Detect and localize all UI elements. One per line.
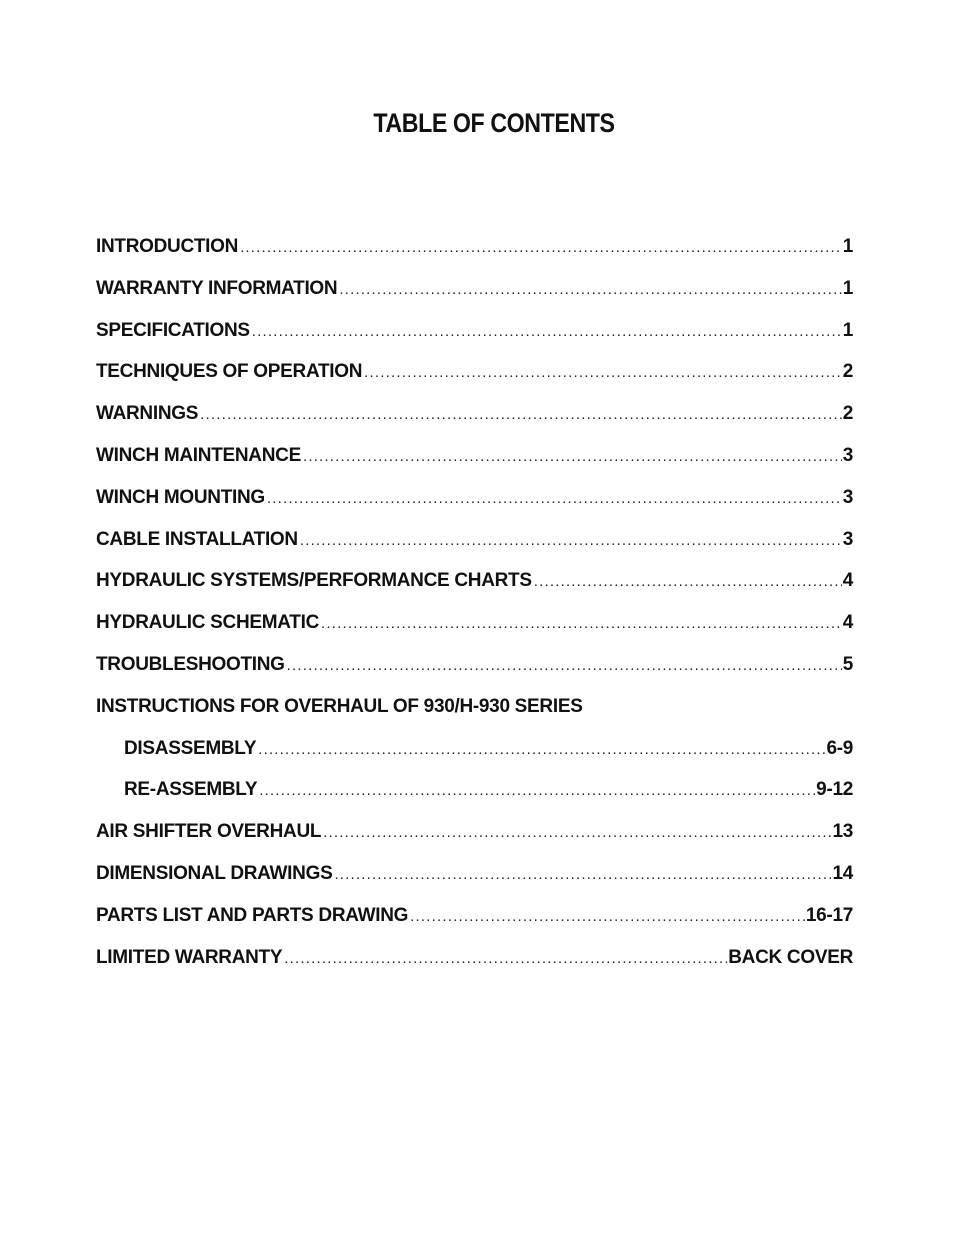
toc-entry-label: SPECIFICATIONS (96, 319, 250, 341)
toc-entry-page: 6-9 (826, 737, 853, 759)
toc-entry-page: 1 (842, 236, 853, 257)
toc-entry-page: BACK COVER (728, 946, 853, 968)
toc-entry (96, 529, 853, 571)
toc-entry-page: 4 (842, 612, 853, 634)
toc-entry (96, 570, 853, 612)
toc-dot-leader (240, 239, 842, 256)
toc-entry-label: DISASSEMBLY (124, 737, 257, 759)
toc-dot-leader (534, 573, 842, 590)
toc-entry-label: AIR SHIFTER OVERHAUL (96, 821, 322, 843)
toc-entry-label: TECHNIQUES OF OPERATION (96, 361, 363, 383)
toc-entry-page: 5 (842, 653, 853, 675)
toc-dot-leader (334, 866, 831, 883)
toc-entry-label: HYDRAULIC SYSTEMS/PERFORMANCE CHARTS (96, 570, 532, 592)
toc-entry (96, 821, 853, 863)
toc-entry-label: CABLE INSTALLATION (96, 528, 298, 550)
toc-entry-page: 16-17 (805, 904, 853, 926)
toc-entry (96, 403, 853, 445)
toc-entry (96, 696, 853, 738)
toc-entry (96, 863, 853, 905)
toc-dot-leader (321, 615, 842, 632)
toc-entry (96, 487, 853, 529)
toc-entry-label: WINCH MOUNTING (96, 486, 265, 508)
toc-entry-label: LIMITED WARRANTY (96, 946, 283, 968)
toc-dot-leader (364, 364, 842, 381)
toc-entry-label: HYDRAULIC SCHEMATIC (96, 612, 319, 634)
toc-dot-leader (252, 323, 842, 340)
toc-entry (96, 236, 853, 278)
toc-entry-page: 4 (842, 570, 853, 592)
toc-entry (96, 278, 853, 320)
toc-dot-leader (258, 741, 825, 758)
toc-entry (96, 905, 853, 947)
toc-dot-leader (410, 908, 805, 925)
toc-dot-leader (287, 657, 842, 674)
toc-dot-leader (303, 448, 842, 465)
toc-entry-page: 3 (842, 486, 853, 508)
toc-dot-leader (323, 824, 831, 841)
toc-entry (96, 320, 853, 362)
toc-entry-label: PARTS LIST AND PARTS DRAWING (96, 904, 409, 926)
toc-entry-label: WARRANTY INFORMATION (96, 277, 338, 299)
toc-entry-label: RE-ASSEMBLY (124, 779, 258, 801)
toc-entry (96, 612, 853, 654)
toc-dot-leader (267, 490, 842, 507)
toc-entry-page: 2 (842, 361, 853, 383)
page-title: TABLE OF CONTENTS (373, 108, 615, 138)
toc-entry-label: DIMENSIONAL DRAWINGS (96, 862, 333, 884)
toc-dot-leader (339, 281, 841, 298)
toc-entry-page: 1 (842, 319, 853, 341)
toc-entry-label: TROUBLESHOOTING (96, 653, 285, 675)
toc-dot-leader (200, 406, 842, 423)
toc-entry (96, 947, 853, 989)
toc-entry (96, 654, 853, 696)
toc-entry (96, 779, 853, 821)
table-of-contents (96, 236, 853, 988)
toc-entry-label: WINCH MAINTENANCE (96, 444, 301, 466)
toc-entry-page: 3 (842, 444, 853, 466)
toc-dot-leader (300, 532, 842, 549)
toc-entry-label: WARNINGS (96, 403, 199, 425)
toc-entry-page: 9-12 (816, 779, 853, 801)
toc-entry-page: 13 (832, 821, 853, 843)
toc-entry (96, 445, 853, 487)
toc-entry (96, 361, 853, 403)
toc-dot-leader (284, 950, 727, 967)
toc-entry-page: 1 (842, 277, 853, 299)
toc-entry-label: INTRODUCTION (96, 236, 239, 257)
toc-entry-page: 3 (842, 528, 853, 550)
toc-entry-page: 2 (842, 403, 853, 425)
toc-entry-label: INSTRUCTIONS FOR OVERHAUL OF 930/H-930 SERIES (96, 695, 583, 717)
toc-entry (96, 738, 853, 780)
toc-entry-page: 14 (832, 862, 853, 884)
toc-dot-leader (259, 782, 815, 799)
